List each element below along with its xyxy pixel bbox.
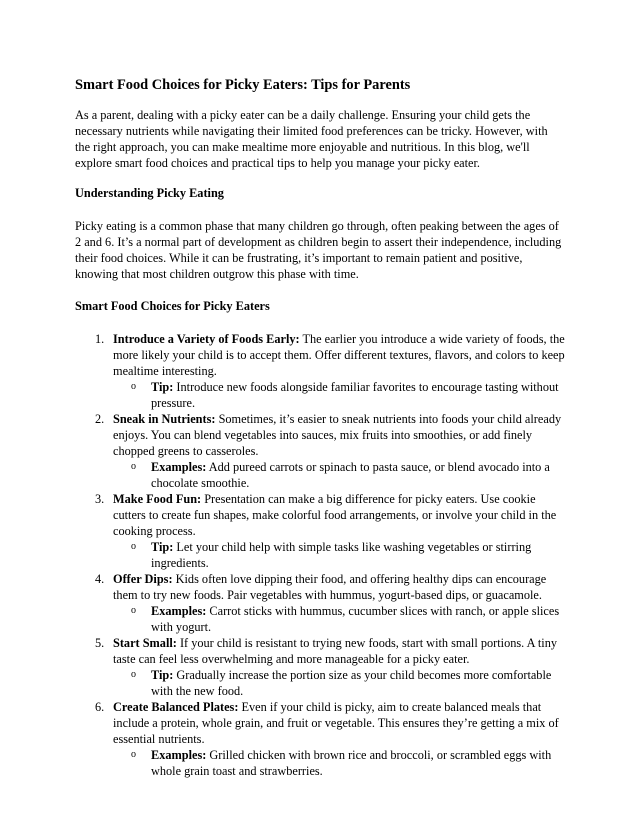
item-text: Sometimes, it’s easier to sneak nutrients into foods your child already enjoys. You can blend vegetables into sauces, mix fruits into smoothies, or add finely chopped greens to casseroles. — [113, 412, 562, 458]
sub-item — [113, 747, 565, 779]
list-item — [75, 491, 565, 571]
item-number: 6. — [95, 700, 105, 714]
item-number: 4. — [95, 572, 105, 586]
sub-item — [113, 459, 565, 491]
list-item — [75, 331, 565, 411]
list-item — [75, 635, 565, 699]
sub-item-text: Carrot sticks with hummus, cucumber slices with ranch, or apple slices with yogurt. — [151, 604, 560, 634]
circle-bullet-icon: o — [131, 381, 136, 392]
item-title: Sneak in Nutrients: — [113, 412, 216, 426]
item-title: Create Balanced Plates: — [113, 700, 239, 714]
item-text: The earlier you introduce a wide variety of foods, the more likely your child is to accept them. Offer different textures, flavors, and colors to keep mealtime interesting. — [113, 332, 565, 378]
sub-item-label: Examples: — [151, 460, 207, 474]
sub-item-label: Examples: — [151, 604, 207, 618]
sub-item-text: Let your child help with simple tasks like washing vegetables or stirring ingredients. — [151, 540, 532, 570]
sub-item — [113, 667, 565, 699]
section-heading-smart-choices: Smart Food Choices for Picky Eaters — [75, 299, 270, 313]
section-heading-understanding: Understanding Picky Eating — [75, 186, 224, 200]
item-title: Make Food Fun: — [113, 492, 202, 506]
understanding-paragraph: Picky eating is a common phase that many children go through, often peaking between the ages of 2 and 6. It’s a normal part of development as children begin to assert their independence, including their food choices. While it can be frustrating, it’s important to remain patient and positive, knowing that most children outgrow this phase with time. — [75, 219, 562, 281]
item-text: Presentation can make a big difference for picky eaters. Use cookie cutters to create fun shapes, make colorful food arrangements, or involve your child in the cooking process. — [113, 492, 557, 538]
document-page — [75, 76, 565, 779]
tips-list — [75, 331, 565, 779]
sub-item-text: Gradually increase the portion size as your child becomes more comfortable with the new food. — [151, 668, 552, 698]
sub-item-text: Add pureed carrots or spinach to pasta sauce, or blend avocado into a chocolate smoothie. — [151, 460, 550, 490]
list-item — [75, 571, 565, 635]
item-number: 5. — [95, 636, 105, 650]
list-item — [75, 411, 565, 491]
sub-item — [113, 539, 565, 571]
sub-item-label: Tip: — [151, 668, 174, 682]
circle-bullet-icon: o — [131, 749, 136, 760]
document-title: Smart Food Choices for Picky Eaters: Tips for Parents — [75, 77, 411, 93]
list-item — [75, 699, 565, 779]
item-text: Even if your child is picky, aim to create balanced meals that include a protein, whole grain, and fruit or vegetable. This ensures they’re getting a mix of essential nutrients. — [113, 700, 559, 746]
sub-item-text: Grilled chicken with brown rice and broccoli, or scrambled eggs with whole grain toast and strawberries. — [151, 748, 552, 778]
item-title: Introduce a Variety of Foods Early: — [113, 332, 300, 346]
intro-paragraph: As a parent, dealing with a picky eater can be a daily challenge. Ensuring your child gets the necessary nutrients while navigating their limited food preferences can be tricky. However, with the right approach, you can make mealtime more enjoyable and nutritious. In this blog, we'll explore smart food choices and practical tips to help you manage your picky eater. — [75, 108, 548, 170]
circle-bullet-icon: o — [131, 605, 136, 616]
item-number: 2. — [95, 412, 105, 426]
item-text: Kids often love dipping their food, and offering healthy dips can encourage them to try new foods. Pair vegetables with hummus, yogurt-based dips, or guacamole. — [113, 572, 547, 602]
sub-item-label: Tip: — [151, 540, 174, 554]
sub-item-label: Tip: — [151, 380, 174, 394]
item-title: Start Small: — [113, 636, 177, 650]
item-number: 3. — [95, 492, 105, 506]
circle-bullet-icon: o — [131, 461, 136, 472]
sub-item-text: Introduce new foods alongside familiar favorites to encourage tasting without pressure. — [151, 380, 559, 410]
sub-item — [113, 379, 565, 411]
item-title: Offer Dips: — [113, 572, 173, 586]
item-number: 1. — [95, 332, 105, 346]
circle-bullet-icon: o — [131, 541, 136, 552]
item-text: If your child is resistant to trying new foods, start with small portions. A tiny taste can feel less overwhelming and more manageable for a picky eater. — [113, 636, 558, 666]
circle-bullet-icon: o — [131, 669, 136, 680]
sub-item-label: Examples: — [151, 748, 207, 762]
sub-item — [113, 603, 565, 635]
